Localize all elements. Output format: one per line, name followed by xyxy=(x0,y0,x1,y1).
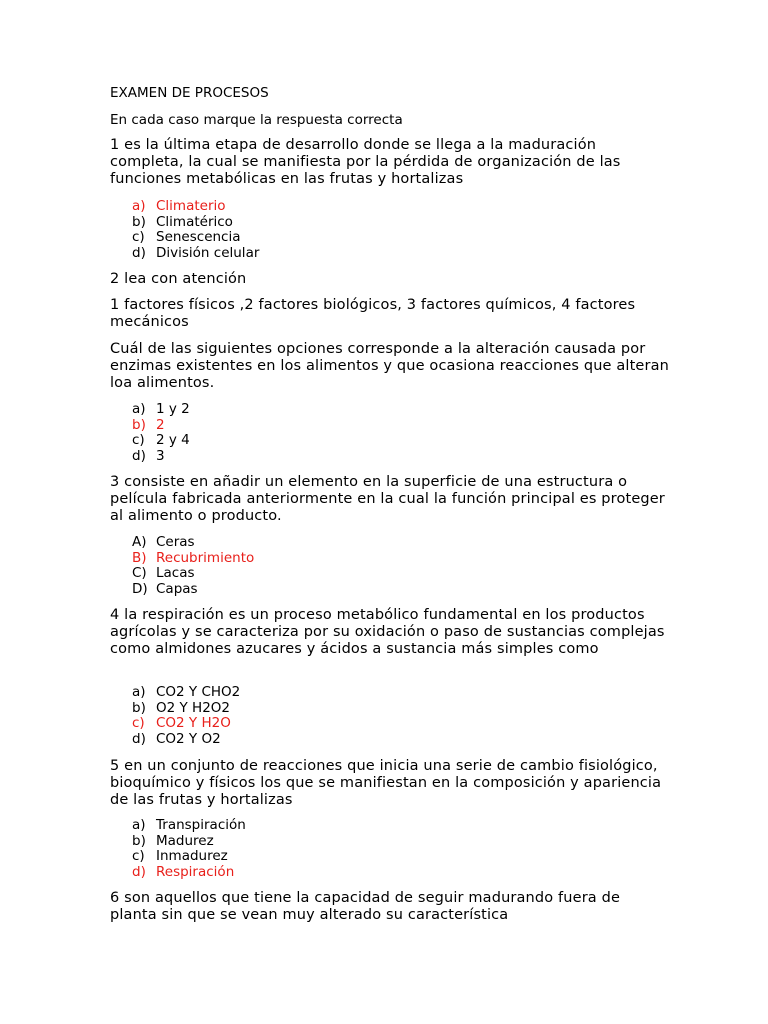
option-3a[interactable] xyxy=(132,535,254,551)
option-letter: d) xyxy=(132,447,146,464)
option-4a[interactable] xyxy=(132,685,240,701)
option-letter: d) xyxy=(132,730,146,747)
option-letter: a) xyxy=(132,817,146,833)
option-letter: a) xyxy=(132,684,146,700)
option-3d[interactable] xyxy=(132,582,254,598)
option-letter: c) xyxy=(132,432,145,449)
option-letter: d) xyxy=(132,863,146,880)
option-letter: b) xyxy=(132,213,146,230)
option-letter: a) xyxy=(132,198,146,214)
option-letter: d) xyxy=(132,244,146,261)
option-letter: C) xyxy=(132,565,147,582)
option-4c[interactable] xyxy=(132,716,240,732)
option-text: Climatérico xyxy=(156,213,233,230)
option-letter: A) xyxy=(132,534,147,550)
question-2-text: 2 lea con atención xyxy=(110,271,247,287)
option-2b[interactable] xyxy=(132,418,190,434)
option-letter: a) xyxy=(132,401,146,417)
option-5b[interactable] xyxy=(132,834,246,850)
option-text: 2 y 4 xyxy=(156,432,190,449)
option-letter: D) xyxy=(132,580,148,597)
exam-title: EXAMEN DE PROCESOS xyxy=(110,85,269,101)
option-3b[interactable] xyxy=(132,551,254,567)
question-3-options xyxy=(132,535,254,597)
question-5-options xyxy=(132,818,246,880)
option-4b[interactable] xyxy=(132,701,240,717)
question-2-prompt: Cuál de las siguientes opciones corresponde a la alteración causada por enzimas existentes en los alimentos y que ocasiona reacciones que alteran loa alimentos. xyxy=(110,341,669,391)
option-text: División celular xyxy=(156,244,260,261)
option-letter: c) xyxy=(132,715,145,732)
option-text: Respiración xyxy=(156,863,235,880)
question-2-factors: 1 factores físicos ,2 factores biológicos, 3 factores químicos, 4 factores mecánicos xyxy=(110,297,636,330)
option-text: O2 Y H2O2 xyxy=(156,699,230,716)
option-1b[interactable] xyxy=(132,215,259,231)
option-letter: c) xyxy=(132,848,145,865)
option-2c[interactable] xyxy=(132,433,190,449)
option-1d[interactable] xyxy=(132,246,259,262)
option-4d[interactable] xyxy=(132,732,240,748)
option-text: Climaterio xyxy=(156,198,226,214)
option-5a[interactable] xyxy=(132,818,246,834)
option-letter: c) xyxy=(132,229,145,246)
option-5c[interactable] xyxy=(132,849,246,865)
option-letter: b) xyxy=(132,699,146,716)
option-text: CO2 Y H2O xyxy=(156,715,231,732)
option-3c[interactable] xyxy=(132,566,254,582)
option-letter: B) xyxy=(132,549,147,566)
option-2a[interactable] xyxy=(132,402,190,418)
question-1-options xyxy=(132,199,259,261)
option-text: CO2 Y CHO2 xyxy=(156,684,241,700)
option-1c[interactable] xyxy=(132,230,259,246)
question-1-text: 1 es la última etapa de desarrollo donde se llega a la maduración completa, la cual se manifiesta por la pérdida de organización de las funciones metabólicas en las frutas y hortalizas xyxy=(110,137,621,187)
option-text: Ceras xyxy=(156,534,195,550)
option-text: Senescencia xyxy=(156,229,241,246)
option-2d[interactable] xyxy=(132,449,190,465)
option-text: Transpiración xyxy=(156,817,246,833)
option-text: CO2 Y O2 xyxy=(156,730,221,747)
option-text: Capas xyxy=(156,580,198,597)
option-text: Recubrimiento xyxy=(156,549,255,566)
option-text: Lacas xyxy=(156,565,195,582)
instructions: En cada caso marque la respuesta correcta xyxy=(110,112,403,128)
option-text: 3 xyxy=(156,447,165,464)
option-letter: b) xyxy=(132,416,146,433)
option-text: Madurez xyxy=(156,832,214,849)
question-3-text: 3 consiste en añadir un elemento en la superficie de una estructura o película fabricada anteriormente en la cual la función principal es proteger al alimento o producto. xyxy=(110,474,665,524)
option-1a[interactable] xyxy=(132,199,259,215)
question-2-options xyxy=(132,402,190,464)
option-text: Inmadurez xyxy=(156,848,228,865)
option-text: 2 xyxy=(156,416,165,433)
option-letter: b) xyxy=(132,832,146,849)
question-5-text: 5 en un conjunto de reacciones que inicia una serie de cambio fisiológico, bioquímico y físicos los que se manifiestan en la composición y apariencia de las frutas y hortalizas xyxy=(110,758,662,808)
question-6-text: 6 son aquellos que tiene la capacidad de seguir madurando fuera de planta sin que se vean muy alterado su característica xyxy=(110,890,621,923)
question-4-options xyxy=(132,685,240,747)
question-4-text: 4 la respiración es un proceso metabólico fundamental en los productos agrícolas y se caracteriza por su oxidación o paso de sustancias complejas como almidones azucares y ácidos a sustancia más simples como xyxy=(110,607,665,657)
option-text: 1 y 2 xyxy=(156,401,190,417)
option-5d[interactable] xyxy=(132,865,246,881)
